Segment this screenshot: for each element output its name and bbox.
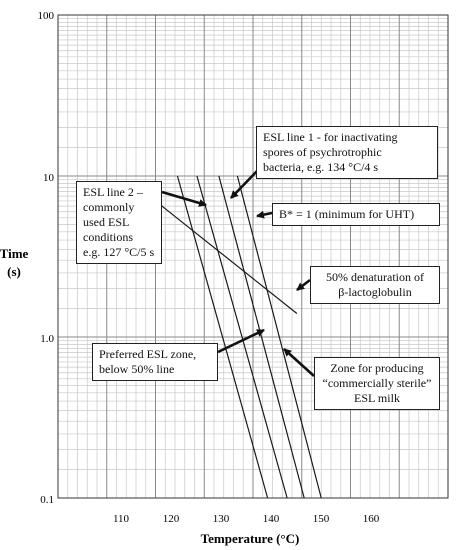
annotation-text: “commercially sterile” (322, 376, 432, 390)
annotation-text: Preferred ESL zone, (99, 347, 197, 361)
x-tick-label: 150 (312, 513, 330, 525)
annotation-text: e.g. 127 °C/5 s (83, 245, 155, 259)
x-tick-label: 160 (362, 513, 380, 525)
annotation-preferred-zone (92, 343, 218, 381)
x-axis-title: Temperature (°C) (200, 531, 300, 546)
annotation-sterile-zone (314, 357, 440, 410)
y-tick-labels (38, 10, 55, 506)
annotation-text: 50% denaturation of (326, 270, 424, 284)
annotation-text: spores of psychrotrophic (263, 145, 382, 159)
arrow-esl-line-1 (231, 170, 258, 198)
y-tick-label: 0.1 (40, 494, 54, 506)
y-tick-label: 1.0 (40, 333, 54, 345)
x-tick-labels (113, 513, 380, 525)
x-tick-label: 130 (212, 513, 230, 525)
x-tick-label: 110 (112, 513, 130, 525)
annotation-text: below 50% line (99, 362, 175, 376)
x-tick-label: 140 (262, 513, 280, 525)
y-tick-label: 10 (43, 172, 54, 184)
x-tick-label: 120 (162, 513, 180, 525)
annotation-text: B* = 1 (minimum for UHT) (279, 207, 415, 221)
arrow-b-star (257, 213, 272, 216)
arrow-esl-line-2 (162, 192, 206, 205)
annotation-text: ESL line 1 - for inactivating (263, 130, 398, 144)
annotation-text: ESL milk (354, 391, 400, 405)
annotation-text: β-lactoglobulin (338, 285, 412, 299)
annotation-esl-line-2 (76, 181, 162, 264)
y-axis-title-line1: Time (0, 246, 29, 261)
annotation-denaturation (310, 266, 440, 304)
annotation-text: bacteria, e.g. 134 °C/4 s (263, 160, 379, 174)
y-tick-label: 100 (37, 10, 54, 22)
annotation-esl-line-1 (256, 126, 438, 179)
annotation-text: used ESL (83, 215, 130, 229)
annotation-text: Zone for producing (330, 361, 424, 375)
annotation-text: ESL line 2 – (83, 185, 143, 199)
y-axis-title-line2: (s) (7, 264, 21, 279)
annotation-text: conditions (83, 230, 133, 244)
annotation-b-star (272, 203, 440, 226)
annotation-text: commonly (83, 200, 135, 214)
